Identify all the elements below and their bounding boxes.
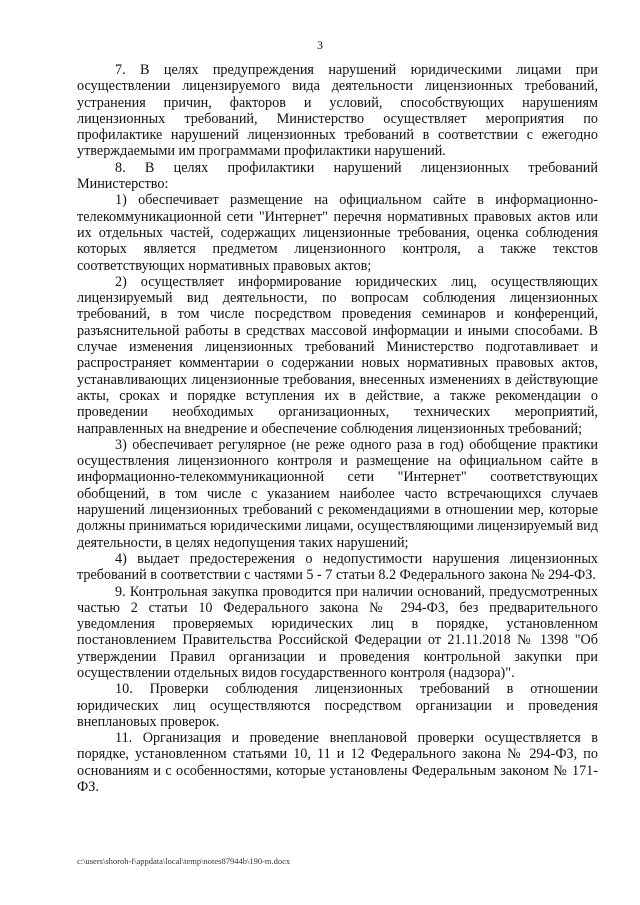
paragraph-8-item-4: 4) выдает предостережения о недопустимости нарушения лицензионных требований в соответствии с частями 5 - 7 статьи 8.2 Федерального закона № 294-ФЗ. [77, 550, 598, 584]
page-number: 3 [317, 38, 323, 52]
paragraph-11: 11. Организация и проведение внеплановой проверки осуществляется в порядке, установленном статьями 10, 11 и 12 Федерального закона № 294-ФЗ, по основаниям и с особенностями, которые установлены Федеральным законом № 171-ФЗ. [77, 730, 598, 796]
footer-file-path: c:\users\shoroh-f\appdata\local\temp\notes87944b\190-m.docx [77, 856, 291, 866]
document-body [77, 62, 598, 795]
paragraph-7: 7. В целях предупреждения нарушений юридическими лицами при осуществлении лицензируемого вида деятельности лицензионных требований, устранения причин, факторов и условий, способствующих нарушениям лицензионных требований, Министерство осуществляет мероприятия по профилактике нарушений лицензионных требований в соответствии с ежегодно утверждаемыми им программами профилактики нарушений. [77, 62, 598, 160]
paragraph-10: 10. Проверки соблюдения лицензионных требований в отношении юридических лиц осуществляются посредством организации и проведения внеплановых проверок. [77, 681, 598, 730]
paragraph-8-item-1: 1) обеспечивает размещение на официальном сайте в информационно-телекоммуникационной сети "Интернет" перечня нормативных правовых актов или их отдельных частей, содержащих лицензионные требования, оценка соблюдения которых является предметом лицензионного контроля, а также текстов соответствующих нормативных правовых актов; [77, 192, 598, 274]
paragraph-8: 8. В целях профилактики нарушений лицензионных требований Министерство: [77, 159, 598, 193]
paragraph-9: 9. Контрольная закупка проводится при наличии оснований, предусмотренных частью 2 статьи 10 Федерального закона № 294-ФЗ, без предварительного уведомления проверяемых юридических лиц в порядке, установленном постановлением Правительства Российской Федерации от 21.11.2018 № 1398 "Об утверждении Правил организации и проведения контрольной закупки при осуществлении отдельных видов государственного контроля (надзора)". [77, 583, 598, 681]
paragraph-8-item-2: 2) осуществляет информирование юридических лиц, осуществляющих лицензируемый вид деятельности, по вопросам соблюдения лицензионных требований, в том числе посредством проведения семинаров и конференций, разъяснительной работы в средствах массовой информации и иными способами. В случае изменения лицензионных требований Министерство подготавливает и распространяет комментарии о содержании новых нормативных правовых актов, устанавливающих лицензионные требования, внесенных изменениях в действующие акты, сроках и порядке вступления их в действие, а также рекомендации о проведении необходимых организационных, технических мероприятий, направленных на внедрение и обеспечение соблюдения лицензионных требований; [77, 273, 598, 437]
paragraph-8-item-3: 3) обеспечивает регулярное (не реже одного раза в год) обобщение практики осуществления лицензионного контроля и размещение на официальном сайте в информационно-телекоммуникационной сети "Интернет" соответствующих обобщений, в том числе с указанием наиболее часто встречающихся случаев нарушений лицензионных требований с рекомендациями в отношении мер, которые должны приниматься юридическими лицами, осуществляющими лицензируемый вид деятельности, в целях недопущения таких нарушений; [77, 436, 598, 551]
